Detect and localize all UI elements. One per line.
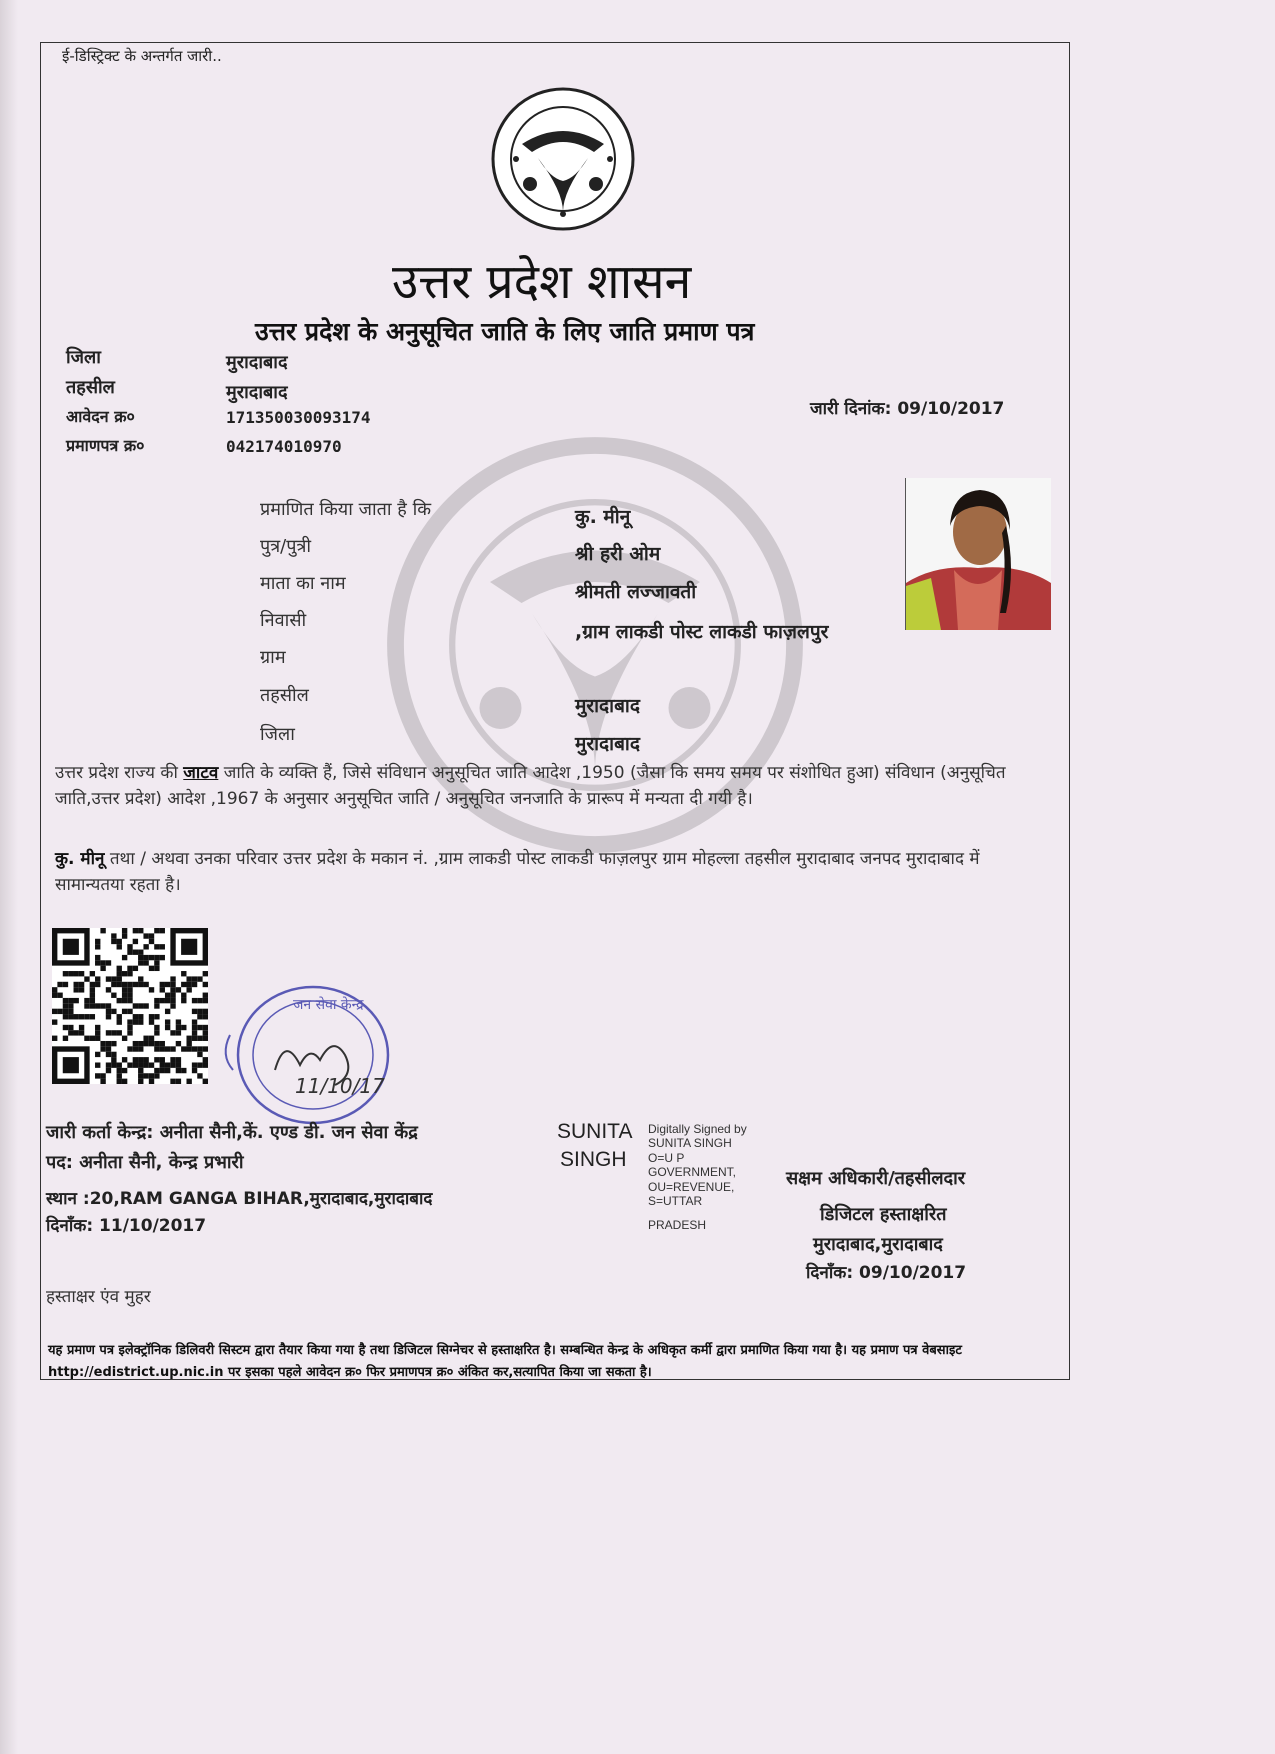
signature-detail: SUNITA SINGH (648, 1136, 732, 1151)
caste-paragraph-post: जाति के व्यक्ति हैं, जिसे संविधान अनुसूचित जाति आदेश ,1950 (जैसा कि समय समय पर संशोधित हुआ) संविधान (अनुसूचित जाति,उत्तर प्रदेश) आदेश ,1967 के अनुसार अनुसूचित जाति / अनुसूचित जनजाति के प्रारूप में मन्यता दी गयी है। (55, 763, 1006, 809)
field-label-child-of: पुत्र/पुत्री (260, 536, 312, 557)
meta-value-district: मुरादाबाद (226, 352, 288, 373)
field-value-tehsil: मुरादाबाद (575, 695, 640, 717)
scan-edge (0, 0, 18, 1754)
authority-designation: सक्षम अधिकारी/तहसीलदार (786, 1168, 966, 1189)
authority-place: मुरादाबाद,मुरादाबाद (813, 1234, 943, 1255)
authority-signed: डिजिटल हस्ताक्षरित (820, 1204, 947, 1225)
meta-label-district: जिला (66, 347, 101, 368)
field-value-district: मुरादाबाद (575, 733, 640, 755)
digital-signature-name-1: SUNITA (557, 1120, 633, 1143)
applicant-photo (905, 478, 1051, 630)
field-value-father: श्री हरी ओम (575, 543, 661, 565)
field-label-village: ग्राम (260, 647, 286, 668)
signature-detail: O=U P (648, 1150, 685, 1165)
digital-signature-details (648, 1122, 747, 1233)
signature-detail: S=UTTAR (648, 1194, 703, 1209)
signature-detail: PRADESH (648, 1218, 707, 1233)
field-label-mother: माता का नाम (260, 573, 346, 594)
meta-value-certificate-no: 042174010970 (226, 437, 342, 456)
caste-paragraph (55, 760, 1045, 812)
field-label-tehsil: तहसील (260, 685, 309, 706)
meta-value-tehsil: मुरादाबाद (226, 382, 288, 403)
top-note: ई-डिस्ट्रिक्ट के अन्तर्गत जारी.. (62, 47, 222, 65)
up-government-emblem-icon (490, 86, 636, 232)
stamp-handwriting: 11/10/17 (295, 1074, 385, 1098)
field-label-district: जिला (260, 724, 295, 745)
authority-date: दिनाँक: 09/10/2017 (806, 1263, 967, 1283)
issue-date: जारी दिनांक: 09/10/2017 (810, 399, 1005, 419)
digital-signature-name-2: SINGH (560, 1148, 627, 1171)
residence-text: तथा / अथवा उनका परिवार उत्तर प्रदेश के मकान नं. ,ग्राम लाकडी पोस्ट लाकडी फाज़लपुर ग्राम मोहल्ला तहसील मुरादाबाद जनपद मुरादाबाद में सामान्यतया रहता है। (55, 849, 980, 895)
qr-code (52, 928, 208, 1084)
signature-detail: OU=REVENUE, (648, 1179, 735, 1194)
signature-label: हस्ताक्षर एंव मुहर (46, 1287, 151, 1307)
footer-note: यह प्रमाण पत्र इलेक्ट्रॉनिक डिलिवरी सिस्टम द्वारा तैयार किया गया है तथा डिजिटल सिग्नेचर से हस्ताक्षरित है। सम्बन्धित केन्द्र के अधिकृत कर्मी द्वारा प्रमाणित किया गया है। यह प्रमाण पत्र वेबसाइट http://edistrict.up.nic.in पर इसका पहले आवेदन क्र० फिर प्रमाणपत्र क्र० अंकित कर,सत्यापित किया जा सकता है। (48, 1343, 962, 1380)
meta-value-application-no: 171350030093174 (226, 408, 371, 427)
page-title: उत्तर प्रदेश शासन (392, 254, 692, 310)
issuer-post: पद: अनीता सैनी, केन्द्र प्रभारी (46, 1152, 244, 1173)
caste-paragraph-pre: उत्तर प्रदेश राज्य की (55, 763, 184, 783)
stamp-text: जन सेवा केन्द्र (293, 997, 364, 1013)
signature-detail: GOVERNMENT, (648, 1165, 737, 1180)
meta-label-tehsil: तहसील (66, 377, 115, 398)
field-label-certified: प्रमाणित किया जाता है कि (260, 499, 432, 520)
meta-label-certificate-no: प्रमाणपत्र क्र० (66, 436, 145, 455)
seva-kendra-stamp (215, 975, 395, 1125)
field-value-name: कु. मीनू (575, 506, 631, 528)
meta-label-application-no: आवेदन क्र० (66, 407, 135, 426)
issuer-place: स्थान :20,RAM GANGA BIHAR,मुरादाबाद,मुरादाबाद (46, 1189, 433, 1209)
field-value-mother: श्रीमती लज्जावती (575, 581, 697, 603)
signature-detail (648, 1208, 747, 1218)
issuer-date: दिनाँक: 11/10/2017 (46, 1216, 207, 1236)
page-subtitle: उत्तर प्रदेश के अनुसूचित जाति के लिए जाति प्रमाण पत्र (255, 317, 755, 346)
issuer-center: जारी कर्ता केन्द्र: अनीता सैनी,कें. एण्ड डी. जन सेवा केंद्र (46, 1122, 418, 1143)
residence-name: कु. मीनू (55, 849, 105, 869)
field-label-resident: निवासी (260, 610, 307, 631)
signature-detail: Digitally Signed by (648, 1122, 747, 1136)
caste-name: जाटव (183, 763, 219, 783)
field-value-resident: ,ग्राम लाकडी पोस्ट लाकडी फाज़लपुर (575, 621, 829, 643)
residence-paragraph (55, 846, 1045, 898)
